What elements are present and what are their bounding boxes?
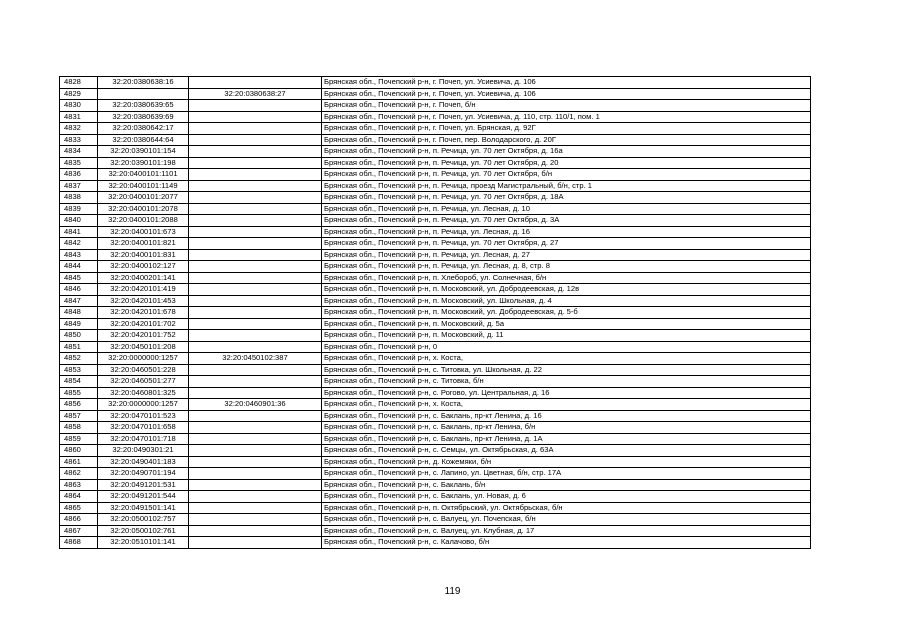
parent-cadastral-number-cell: [189, 146, 322, 158]
row-number-cell: 4844: [60, 261, 98, 273]
row-number-cell: 4838: [60, 192, 98, 204]
parent-cadastral-number-cell: [189, 433, 322, 445]
address-cell: Брянская обл., Почепский р-н, г. Почеп, пер. Володарского, д. 20Г: [322, 134, 811, 146]
table-row: [60, 468, 811, 480]
cadastral-number-cell: [98, 88, 189, 100]
table-row: [60, 203, 811, 215]
cadastral-number-cell: 32:20:0460801:325: [98, 387, 189, 399]
table-row: [60, 192, 811, 204]
cadastral-number-cell: 32:20:0400101:1101: [98, 169, 189, 181]
parent-cadastral-number-cell: [189, 284, 322, 296]
parent-cadastral-number-cell: [189, 100, 322, 112]
address-cell: Брянская обл., Почепский р-н, п. Речица, ул. 70 лет Октября, д. 20: [322, 157, 811, 169]
row-number-cell: 4828: [60, 77, 98, 89]
parent-cadastral-number-cell: [189, 387, 322, 399]
row-number-cell: 4830: [60, 100, 98, 112]
row-number-cell: 4832: [60, 123, 98, 135]
parent-cadastral-number-cell: [189, 169, 322, 181]
address-cell: Брянская обл., Почепский р-н, 0: [322, 341, 811, 353]
page-number: 119: [444, 586, 461, 597]
address-cell: Брянская обл., Почепский р-н, с. Титовка, б/н: [322, 376, 811, 388]
table-row: [60, 134, 811, 146]
table-row: [60, 146, 811, 158]
cadastral-number-cell: 32:20:0390101:198: [98, 157, 189, 169]
parent-cadastral-number-cell: [189, 318, 322, 330]
parent-cadastral-number-cell: [189, 456, 322, 468]
cadastral-number-cell: 32:20:0470101:658: [98, 422, 189, 434]
address-cell: Брянская обл., Почепский р-н, с. Баклань, пр-кт Ленина, б/н: [322, 422, 811, 434]
parent-cadastral-number-cell: [189, 364, 322, 376]
parent-cadastral-number-cell: [189, 410, 322, 422]
address-cell: Брянская обл., Почепский р-н, с. Баклань, б/н: [322, 479, 811, 491]
table-row: [60, 537, 811, 549]
table-row: [60, 376, 811, 388]
address-cell: Брянская обл., Почепский р-н, п. Октябрьский, ул. Октябрьская, б/н: [322, 502, 811, 514]
cadastral-number-cell: 32:20:0380642:17: [98, 123, 189, 135]
registry-table-body: [60, 77, 811, 549]
cadastral-number-cell: 32:20:0380644:64: [98, 134, 189, 146]
address-cell: Брянская обл., Почепский р-н, г. Почеп, ул. Брянская, д. 92Г: [322, 123, 811, 135]
table-row: [60, 284, 811, 296]
table-row: [60, 491, 811, 503]
row-number-cell: 4842: [60, 238, 98, 250]
parent-cadastral-number-cell: [189, 238, 322, 250]
address-cell: Брянская обл., Почепский р-н, д. Кожемяки, б/н: [322, 456, 811, 468]
table-row: [60, 445, 811, 457]
parent-cadastral-number-cell: [189, 215, 322, 227]
table-row: [60, 502, 811, 514]
parent-cadastral-number-cell: 32:20:0460901:36: [189, 399, 322, 411]
cadastral-number-cell: 32:20:0450101:208: [98, 341, 189, 353]
parent-cadastral-number-cell: [189, 180, 322, 192]
row-number-cell: 4840: [60, 215, 98, 227]
cadastral-number-cell: 32:20:0400101:831: [98, 249, 189, 261]
address-cell: Брянская обл., Почепский р-н, с. Баклань, ул. Новая, д. 6: [322, 491, 811, 503]
parent-cadastral-number-cell: 32:20:0450102:387: [189, 353, 322, 365]
cadastral-number-cell: 32:20:0491501:141: [98, 502, 189, 514]
table-row: [60, 387, 811, 399]
table-row: [60, 341, 811, 353]
row-number-cell: 4860: [60, 445, 98, 457]
parent-cadastral-number-cell: [189, 123, 322, 135]
parent-cadastral-number-cell: [189, 261, 322, 273]
row-number-cell: 4853: [60, 364, 98, 376]
cadastral-number-cell: 32:20:0491201:531: [98, 479, 189, 491]
parent-cadastral-number-cell: [189, 502, 322, 514]
row-number-cell: 4863: [60, 479, 98, 491]
row-number-cell: 4847: [60, 295, 98, 307]
table-row: [60, 111, 811, 123]
parent-cadastral-number-cell: [189, 226, 322, 238]
cadastral-number-cell: 32:20:0500102:761: [98, 525, 189, 537]
cadastral-number-cell: 32:20:0000000:1257: [98, 353, 189, 365]
table-row: [60, 295, 811, 307]
row-number-cell: 4864: [60, 491, 98, 503]
parent-cadastral-number-cell: [189, 376, 322, 388]
table-row: [60, 433, 811, 445]
parent-cadastral-number-cell: [189, 341, 322, 353]
address-cell: Брянская обл., Почепский р-н, с. Рогово, ул. Центральная, д. 16: [322, 387, 811, 399]
cadastral-number-cell: 32:20:0490301:21: [98, 445, 189, 457]
address-cell: Брянская обл., Почепский р-н, п. Речица, ул. 70 лет Октября, д. 3А: [322, 215, 811, 227]
table-row: [60, 456, 811, 468]
row-number-cell: 4846: [60, 284, 98, 296]
address-cell: Брянская обл., Почепский р-н, г. Почеп, ул. Усиевича, д. 106: [322, 88, 811, 100]
cadastral-number-cell: 32:20:0390101:154: [98, 146, 189, 158]
parent-cadastral-number-cell: [189, 445, 322, 457]
address-cell: Брянская обл., Почепский р-н, п. Московский, д. 5а: [322, 318, 811, 330]
cadastral-number-cell: 32:20:0420101:752: [98, 330, 189, 342]
cadastral-number-cell: 32:20:0400101:2077: [98, 192, 189, 204]
address-cell: Брянская обл., Почепский р-н, г. Почеп, б/н: [322, 100, 811, 112]
row-number-cell: 4848: [60, 307, 98, 319]
table-row: [60, 330, 811, 342]
parent-cadastral-number-cell: [189, 192, 322, 204]
row-number-cell: 4839: [60, 203, 98, 215]
row-number-cell: 4836: [60, 169, 98, 181]
address-cell: Брянская обл., Почепский р-н, п. Московский, д. 11: [322, 330, 811, 342]
parent-cadastral-number-cell: [189, 514, 322, 526]
parent-cadastral-number-cell: [189, 537, 322, 549]
parent-cadastral-number-cell: [189, 157, 322, 169]
address-cell: Брянская обл., Почепский р-н, п. Московский, ул. Добродеевская, д. 5-б: [322, 307, 811, 319]
table-row: [60, 272, 811, 284]
cadastral-number-cell: 32:20:0470101:718: [98, 433, 189, 445]
address-cell: Брянская обл., Почепский р-н, с. Валуец, ул. Почепская, б/н: [322, 514, 811, 526]
parent-cadastral-number-cell: [189, 479, 322, 491]
address-cell: Брянская обл., Почепский р-н, п. Речица, ул. Лесная, д. 16: [322, 226, 811, 238]
address-cell: Брянская обл., Почепский р-н, с. Титовка, ул. Школьная, д. 22: [322, 364, 811, 376]
address-cell: Брянская обл., Почепский р-н, п. Московский, ул. Добродеевская, д. 12в: [322, 284, 811, 296]
table-row: [60, 514, 811, 526]
table-row: [60, 238, 811, 250]
table-row: [60, 318, 811, 330]
parent-cadastral-number-cell: [189, 307, 322, 319]
parent-cadastral-number-cell: [189, 525, 322, 537]
address-cell: Брянская обл., Почепский р-н, х. Коста,: [322, 353, 811, 365]
address-cell: Брянская обл., Почепский р-н, п. Речица, ул. 70 лет Октября, б/н: [322, 169, 811, 181]
table-row: [60, 261, 811, 273]
cadastral-number-cell: 32:20:0400101:2078: [98, 203, 189, 215]
row-number-cell: 4829: [60, 88, 98, 100]
parent-cadastral-number-cell: [189, 468, 322, 480]
address-cell: Брянская обл., Почепский р-н, п. Московский, ул. Школьная, д. 4: [322, 295, 811, 307]
table-row: [60, 399, 811, 411]
address-cell: Брянская обл., Почепский р-н, п. Речица, ул. Лесная, д. 8, стр. 8: [322, 261, 811, 273]
cadastral-number-cell: 32:20:0460501:228: [98, 364, 189, 376]
address-cell: Брянская обл., Почепский р-н, х. Коста,: [322, 399, 811, 411]
cadastral-number-cell: 32:20:0380639:65: [98, 100, 189, 112]
cadastral-number-cell: 32:20:0420101:453: [98, 295, 189, 307]
cadastral-number-cell: 32:20:0400201:141: [98, 272, 189, 284]
row-number-cell: 4851: [60, 341, 98, 353]
row-number-cell: 4835: [60, 157, 98, 169]
table-row: [60, 215, 811, 227]
address-cell: Брянская обл., Почепский р-н, с. Калачово, б/н: [322, 537, 811, 549]
address-cell: Брянская обл., Почепский р-н, с. Баклань, пр-кт Ленина, д. 1А: [322, 433, 811, 445]
parent-cadastral-number-cell: [189, 134, 322, 146]
address-cell: Брянская обл., Почепский р-н, п. Речица, ул. 70 лет Октября, д. 18А: [322, 192, 811, 204]
table-row: [60, 479, 811, 491]
address-cell: Брянская обл., Почепский р-н, п. Речица, ул. Лесная, д. 27: [322, 249, 811, 261]
row-number-cell: 4868: [60, 537, 98, 549]
row-number-cell: 4843: [60, 249, 98, 261]
parent-cadastral-number-cell: [189, 295, 322, 307]
row-number-cell: 4841: [60, 226, 98, 238]
row-number-cell: 4833: [60, 134, 98, 146]
row-number-cell: 4861: [60, 456, 98, 468]
cadastral-number-cell: 32:20:0380639:69: [98, 111, 189, 123]
cadastral-registry-table: [59, 76, 811, 549]
row-number-cell: 4856: [60, 399, 98, 411]
cadastral-number-cell: 32:20:0400101:1149: [98, 180, 189, 192]
row-number-cell: 4859: [60, 433, 98, 445]
row-number-cell: 4858: [60, 422, 98, 434]
row-number-cell: 4834: [60, 146, 98, 158]
cadastral-number-cell: 32:20:0490401:183: [98, 456, 189, 468]
parent-cadastral-number-cell: [189, 491, 322, 503]
address-cell: Брянская обл., Почепский р-н, п. Хлебороб, ул. Солнечная, б/н: [322, 272, 811, 284]
cadastral-number-cell: 32:20:0490701:194: [98, 468, 189, 480]
row-number-cell: 4865: [60, 502, 98, 514]
address-cell: Брянская обл., Почепский р-н, п. Речица, ул. Лесная, д. 10: [322, 203, 811, 215]
row-number-cell: 4854: [60, 376, 98, 388]
row-number-cell: 4849: [60, 318, 98, 330]
cadastral-number-cell: 32:20:0420101:419: [98, 284, 189, 296]
cadastral-number-cell: 32:20:0420101:702: [98, 318, 189, 330]
address-cell: Брянская обл., Почепский р-н, с. Валуец, ул. Клубная, д. 17: [322, 525, 811, 537]
table-row: [60, 123, 811, 135]
cadastral-number-cell: 32:20:0510101:141: [98, 537, 189, 549]
cadastral-number-cell: 32:20:0500102:757: [98, 514, 189, 526]
parent-cadastral-number-cell: [189, 249, 322, 261]
row-number-cell: 4831: [60, 111, 98, 123]
address-cell: Брянская обл., Почепский р-н, с. Лапино, ул. Цветная, б/н, стр. 17А: [322, 468, 811, 480]
parent-cadastral-number-cell: [189, 77, 322, 89]
table-row: [60, 226, 811, 238]
cadastral-number-cell: 32:20:0420101:678: [98, 307, 189, 319]
table-row: [60, 422, 811, 434]
row-number-cell: 4852: [60, 353, 98, 365]
row-number-cell: 4857: [60, 410, 98, 422]
cadastral-number-cell: 32:20:0400102:127: [98, 261, 189, 273]
table-row: [60, 169, 811, 181]
parent-cadastral-number-cell: 32:20:0380638:27: [189, 88, 322, 100]
row-number-cell: 4855: [60, 387, 98, 399]
table-row: [60, 525, 811, 537]
table-row: [60, 77, 811, 89]
address-cell: Брянская обл., Почепский р-н, п. Речица, проезд Магистральный, б/н, стр. 1: [322, 180, 811, 192]
cadastral-number-cell: 32:20:0000000:1257: [98, 399, 189, 411]
cadastral-number-cell: 32:20:0400101:821: [98, 238, 189, 250]
parent-cadastral-number-cell: [189, 111, 322, 123]
row-number-cell: 4845: [60, 272, 98, 284]
table-row: [60, 364, 811, 376]
address-cell: Брянская обл., Почепский р-н, г. Почеп, ул. Усиевича, д. 106: [322, 77, 811, 89]
cadastral-number-cell: 32:20:0470101:523: [98, 410, 189, 422]
row-number-cell: 4867: [60, 525, 98, 537]
parent-cadastral-number-cell: [189, 272, 322, 284]
address-cell: Брянская обл., Почепский р-н, п. Речица, ул. 70 лет Октября, д. 27: [322, 238, 811, 250]
table-row: [60, 88, 811, 100]
table-row: [60, 180, 811, 192]
cadastral-number-cell: 32:20:0491201:544: [98, 491, 189, 503]
cadastral-number-cell: 32:20:0380638:16: [98, 77, 189, 89]
parent-cadastral-number-cell: [189, 203, 322, 215]
row-number-cell: 4850: [60, 330, 98, 342]
address-cell: Брянская обл., Почепский р-н, с. Семцы, ул. Октябрьская, д. 63А: [322, 445, 811, 457]
parent-cadastral-number-cell: [189, 330, 322, 342]
table-row: [60, 157, 811, 169]
parent-cadastral-number-cell: [189, 422, 322, 434]
table-row: [60, 410, 811, 422]
cadastral-number-cell: 32:20:0400101:2088: [98, 215, 189, 227]
row-number-cell: 4866: [60, 514, 98, 526]
table-row: [60, 249, 811, 261]
cadastral-number-cell: 32:20:0400101:673: [98, 226, 189, 238]
row-number-cell: 4862: [60, 468, 98, 480]
table-row: [60, 353, 811, 365]
cadastral-number-cell: 32:20:0460501:277: [98, 376, 189, 388]
table-row: [60, 100, 811, 112]
address-cell: Брянская обл., Почепский р-н, г. Почеп, ул. Усиевича, д. 110, стр. 110/1, пом. 1: [322, 111, 811, 123]
row-number-cell: 4837: [60, 180, 98, 192]
table-row: [60, 307, 811, 319]
address-cell: Брянская обл., Почепский р-н, с. Баклань, пр-кт Ленина, д. 16: [322, 410, 811, 422]
address-cell: Брянская обл., Почепский р-н, п. Речица, ул. 70 лет Октября, д. 16а: [322, 146, 811, 158]
